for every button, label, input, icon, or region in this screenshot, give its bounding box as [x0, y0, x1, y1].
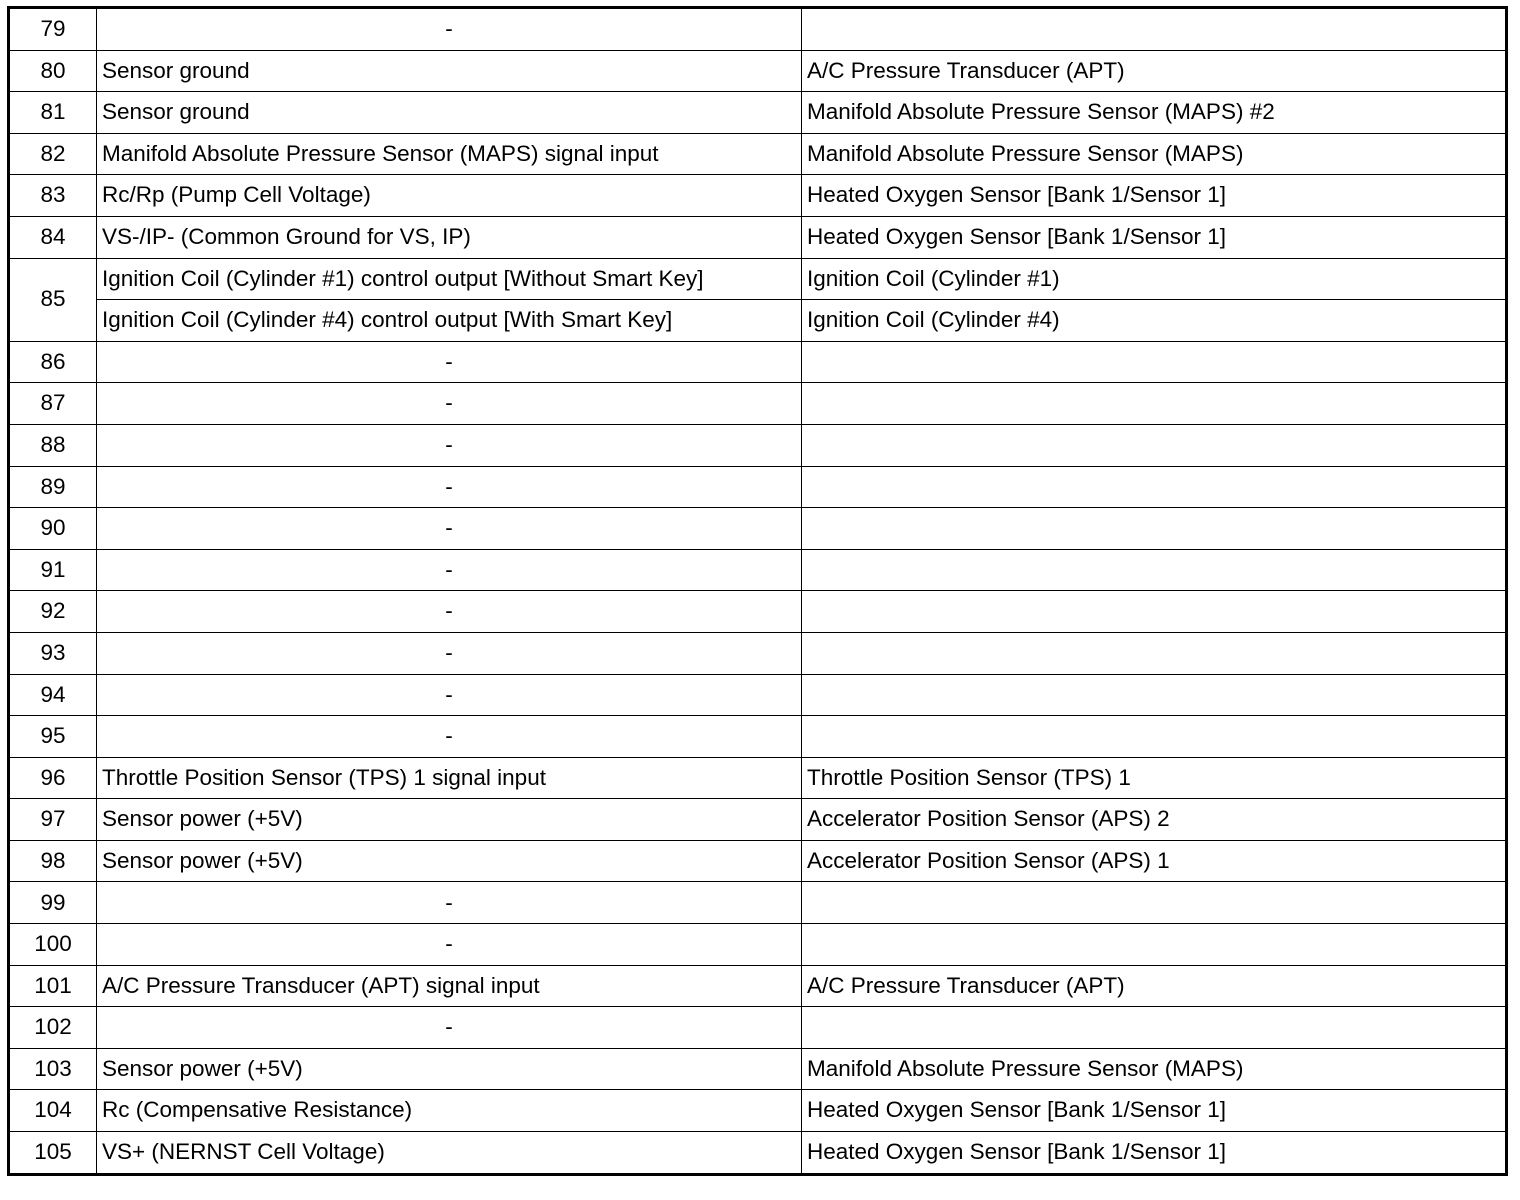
connected-to-cell: Ignition Coil (Cylinder #4): [802, 300, 1507, 342]
connected-to-cell: Manifold Absolute Pressure Sensor (MAPS) #2: [802, 92, 1507, 134]
table-row: [9, 8, 1507, 51]
connected-to-cell: [802, 674, 1507, 716]
connected-to-cell: [802, 632, 1507, 674]
table-row: [9, 508, 1507, 550]
connected-to-cell: [802, 1007, 1507, 1049]
description-cell: Ignition Coil (Cylinder #1) control output [Without Smart Key]: [97, 258, 802, 300]
connected-to-cell: [802, 882, 1507, 924]
connected-to-cell: Heated Oxygen Sensor [Bank 1/Sensor 1]: [802, 1090, 1507, 1132]
description-cell: A/C Pressure Transducer (APT) signal input: [97, 965, 802, 1007]
connected-to-cell: Manifold Absolute Pressure Sensor (MAPS): [802, 1048, 1507, 1090]
connected-to-cell: Accelerator Position Sensor (APS) 1: [802, 840, 1507, 882]
table-row: [9, 716, 1507, 758]
table-row: [9, 1132, 1507, 1175]
table-row: [9, 466, 1507, 508]
table-row: [9, 258, 1507, 300]
description-cell: VS-/IP- (Common Ground for VS, IP): [97, 216, 802, 258]
connected-to-cell: Throttle Position Sensor (TPS) 1: [802, 757, 1507, 799]
description-cell: Ignition Coil (Cylinder #4) control output [With Smart Key]: [97, 300, 802, 342]
pin-number-cell: 81: [9, 92, 97, 134]
pin-number-cell: 100: [9, 924, 97, 966]
pin-number-cell: 101: [9, 965, 97, 1007]
pin-number-cell: 79: [9, 8, 97, 51]
table-row: [9, 1007, 1507, 1049]
connected-to-cell: [802, 383, 1507, 425]
connected-to-cell: [802, 466, 1507, 508]
description-cell: -: [97, 341, 802, 383]
connected-to-cell: [802, 716, 1507, 758]
pin-number-cell: 86: [9, 341, 97, 383]
description-cell: -: [97, 508, 802, 550]
description-cell: -: [97, 466, 802, 508]
description-cell: Throttle Position Sensor (TPS) 1 signal input: [97, 757, 802, 799]
description-cell: -: [97, 383, 802, 425]
pin-number-cell: 103: [9, 1048, 97, 1090]
description-cell: -: [97, 424, 802, 466]
pin-number-cell: 82: [9, 133, 97, 175]
description-cell: VS+ (NERNST Cell Voltage): [97, 1132, 802, 1175]
pin-number-cell: 83: [9, 175, 97, 217]
description-cell: -: [97, 549, 802, 591]
description-cell: Manifold Absolute Pressure Sensor (MAPS) signal input: [97, 133, 802, 175]
pin-number-cell: 92: [9, 591, 97, 633]
table-row: [9, 300, 1507, 342]
pin-number-cell: 96: [9, 757, 97, 799]
pin-number-cell: 89: [9, 466, 97, 508]
description-cell: Sensor power (+5V): [97, 840, 802, 882]
pin-number-cell: 104: [9, 1090, 97, 1132]
pin-description-table: [7, 6, 1508, 1176]
description-cell: -: [97, 716, 802, 758]
table-row: [9, 133, 1507, 175]
connected-to-cell: [802, 508, 1507, 550]
description-cell: Sensor ground: [97, 50, 802, 92]
description-cell: -: [97, 632, 802, 674]
description-cell: -: [97, 1007, 802, 1049]
pin-number-cell: 87: [9, 383, 97, 425]
connected-to-cell: A/C Pressure Transducer (APT): [802, 50, 1507, 92]
pin-number-cell: 105: [9, 1132, 97, 1175]
pin-number-cell: 88: [9, 424, 97, 466]
description-cell: Rc (Compensative Resistance): [97, 1090, 802, 1132]
table-row: [9, 175, 1507, 217]
connected-to-cell: [802, 341, 1507, 383]
pin-number-cell: 84: [9, 216, 97, 258]
table-row: [9, 632, 1507, 674]
table-row: [9, 757, 1507, 799]
table-row: [9, 92, 1507, 134]
description-cell: -: [97, 591, 802, 633]
connected-to-cell: Accelerator Position Sensor (APS) 2: [802, 799, 1507, 841]
connected-to-cell: [802, 549, 1507, 591]
connected-to-cell: Manifold Absolute Pressure Sensor (MAPS): [802, 133, 1507, 175]
pin-number-cell: 80: [9, 50, 97, 92]
table-row: [9, 591, 1507, 633]
connected-to-cell: Ignition Coil (Cylinder #1): [802, 258, 1507, 300]
description-cell: -: [97, 882, 802, 924]
pin-number-cell: 98: [9, 840, 97, 882]
connected-to-cell: Heated Oxygen Sensor [Bank 1/Sensor 1]: [802, 175, 1507, 217]
connected-to-cell: [802, 924, 1507, 966]
connected-to-cell: [802, 424, 1507, 466]
table-row: [9, 216, 1507, 258]
description-cell: Sensor power (+5V): [97, 799, 802, 841]
pin-number-cell: 94: [9, 674, 97, 716]
pin-number-cell: 102: [9, 1007, 97, 1049]
connected-to-cell: Heated Oxygen Sensor [Bank 1/Sensor 1]: [802, 1132, 1507, 1175]
pin-number-cell: 91: [9, 549, 97, 591]
table-body: [9, 8, 1507, 1175]
pin-number-cell: 90: [9, 508, 97, 550]
table-row: [9, 383, 1507, 425]
pin-number-cell: 85: [9, 258, 97, 341]
table-row: [9, 549, 1507, 591]
table-row: [9, 1048, 1507, 1090]
connected-to-cell: [802, 8, 1507, 51]
connected-to-cell: [802, 591, 1507, 633]
pin-number-cell: 95: [9, 716, 97, 758]
connected-to-cell: Heated Oxygen Sensor [Bank 1/Sensor 1]: [802, 216, 1507, 258]
table-row: [9, 50, 1507, 92]
table-row: [9, 424, 1507, 466]
pin-number-cell: 99: [9, 882, 97, 924]
table-row: [9, 674, 1507, 716]
table-row: [9, 924, 1507, 966]
description-cell: Sensor ground: [97, 92, 802, 134]
description-cell: Rc/Rp (Pump Cell Voltage): [97, 175, 802, 217]
description-cell: -: [97, 8, 802, 51]
table-row: [9, 799, 1507, 841]
description-cell: -: [97, 674, 802, 716]
table-row: [9, 882, 1507, 924]
table-row: [9, 341, 1507, 383]
table-row: [9, 1090, 1507, 1132]
connected-to-cell: A/C Pressure Transducer (APT): [802, 965, 1507, 1007]
table-row: [9, 965, 1507, 1007]
pin-number-cell: 97: [9, 799, 97, 841]
pin-number-cell: 93: [9, 632, 97, 674]
table-row: [9, 840, 1507, 882]
description-cell: -: [97, 924, 802, 966]
description-cell: Sensor power (+5V): [97, 1048, 802, 1090]
